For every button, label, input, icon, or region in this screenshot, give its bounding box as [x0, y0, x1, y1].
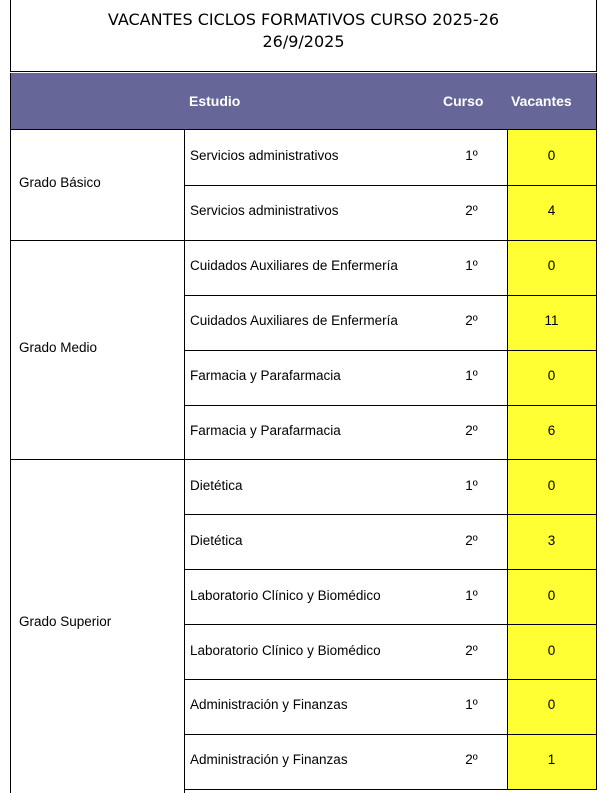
table-border-left: [10, 130, 11, 793]
estudio-cell: Cuidados Auxiliares de Enfermería: [190, 313, 398, 329]
estudio-cell: Servicios administrativos: [190, 203, 339, 219]
curso-cell: 1º: [465, 258, 478, 274]
row-divider: [184, 514, 597, 515]
row-divider: [184, 624, 597, 625]
estudio-cell: Dietética: [190, 532, 243, 548]
curso-cell: 2º: [465, 422, 478, 438]
row-divider: [184, 405, 597, 406]
header-curso: Curso: [443, 93, 484, 109]
estudio-cell: Farmacia y Parafarmacia: [190, 422, 341, 438]
estudio-cell: Dietética: [190, 477, 243, 493]
estudio-cell: Farmacia y Parafarmacia: [190, 368, 341, 384]
estudio-cell: Administración y Finanzas: [190, 697, 348, 713]
title-text: VACANTES CICLOS FORMATIVOS CURSO 2025-26: [107, 10, 500, 29]
row-divider: [184, 350, 597, 351]
group-label: Grado Básico: [19, 174, 101, 190]
header-vacantes: Vacantes: [511, 93, 572, 109]
curso-cell: 2º: [465, 642, 478, 658]
group-label: Grado Medio: [19, 339, 98, 355]
row-divider: [10, 459, 597, 460]
vacantes-cell: 1: [547, 752, 556, 768]
vacantes-cell: 4: [547, 203, 556, 219]
row-divider: [184, 185, 597, 186]
group-label: Grado Superior: [19, 614, 112, 630]
curso-cell: 2º: [465, 313, 478, 329]
header-estudio: Estudio: [189, 93, 241, 109]
title-date: 26/9/2025: [262, 32, 345, 51]
curso-cell: 2º: [465, 532, 478, 548]
vacantes-cell: 0: [547, 477, 556, 493]
table-title: [10, 0, 597, 72]
curso-cell: 1º: [465, 477, 478, 493]
curso-cell: 2º: [465, 203, 478, 219]
table-header: [10, 73, 597, 130]
vacantes-cell: 11: [544, 313, 559, 329]
vacantes-cell: 0: [547, 587, 556, 603]
curso-cell: 1º: [465, 368, 478, 384]
row-divider: [184, 679, 597, 680]
estudio-cell: Laboratorio Clínico y Biomédico: [190, 642, 381, 658]
row-divider: [184, 789, 597, 790]
curso-cell: 1º: [465, 587, 478, 603]
estudio-cell: Servicios administrativos: [190, 148, 339, 164]
curso-cell: 2º: [465, 752, 478, 768]
vacantes-cell: 3: [547, 532, 556, 548]
vacantes-cell: 0: [547, 368, 556, 384]
estudio-cell: Administración y Finanzas: [190, 752, 348, 768]
estudio-cell: Cuidados Auxiliares de Enfermería: [190, 258, 398, 274]
vacantes-cell: 0: [547, 258, 556, 274]
vacantes-cell: 0: [547, 642, 556, 658]
vacantes-cell: 0: [547, 148, 556, 164]
vacantes-cell: 0: [547, 697, 556, 713]
column-divider: [184, 130, 185, 793]
curso-cell: 1º: [465, 697, 478, 713]
row-divider: [184, 295, 597, 296]
row-divider: [10, 240, 597, 241]
estudio-cell: Laboratorio Clínico y Biomédico: [190, 587, 381, 603]
row-divider: [184, 569, 597, 570]
vacantes-cell: 6: [547, 422, 556, 438]
row-divider: [184, 734, 597, 735]
curso-cell: 1º: [465, 148, 478, 164]
